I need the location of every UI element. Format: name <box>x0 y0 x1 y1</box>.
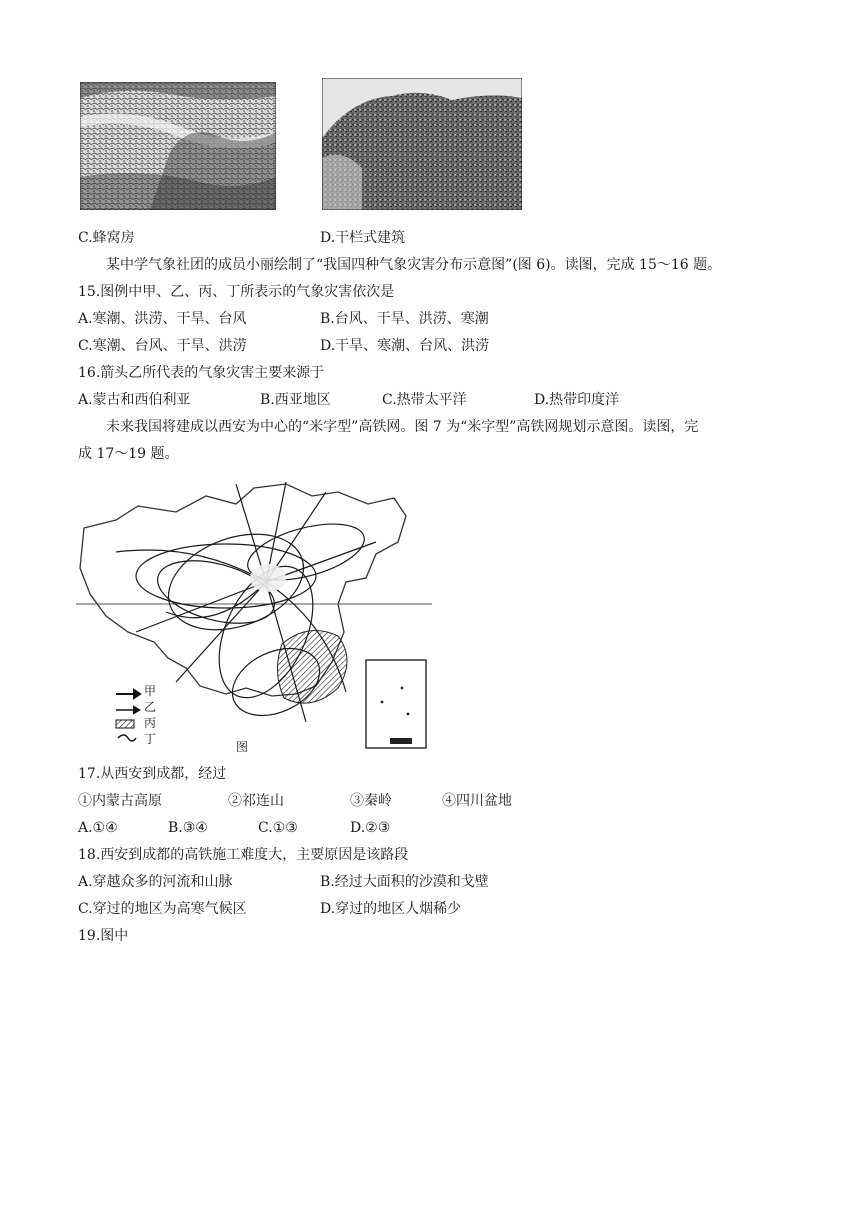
q16-stem: 16.箭头乙所代表的气象灾害主要来源于 <box>78 365 325 381</box>
q17-option-a: A.①④ <box>78 820 118 836</box>
q15-option-b: B.台风、干旱、洪涝、寒潮 <box>320 311 489 327</box>
honeycomb-house-photo <box>80 82 276 210</box>
q18-option-a: A.穿越众多的河流和山脉 <box>78 874 233 890</box>
legend-label-yi: 乙 <box>144 700 157 714</box>
intro-paragraph-2-line1: 未来我国将建成以西安为中心的“米字型”高铁网。图 7 为“米字型”高铁网规划示意图。读图，完 <box>106 419 699 435</box>
legend-label-jia: 甲 <box>144 684 157 698</box>
legend-label-ding: 丁 <box>144 732 157 746</box>
q17-item-2: ②祁连山 <box>228 793 284 809</box>
q17-option-b: B.③④ <box>168 820 208 836</box>
q18-option-d: D.穿过的地区人烟稀少 <box>320 901 462 917</box>
q18-stem: 18.西安到成都的高铁施工难度大，主要原因是该路段 <box>78 847 409 863</box>
q15-option-c: C.寒潮、台风、干旱、洪涝 <box>78 338 247 354</box>
q16-option-c: C.热带太平洋 <box>382 392 467 408</box>
q17-item-3: ③秦岭 <box>350 793 392 809</box>
q16-option-d: D.热带印度洋 <box>534 392 620 408</box>
stilt-building-photo <box>322 78 522 210</box>
q17-item-1: ①内蒙古高原 <box>78 793 162 809</box>
q14-option-c: C.蜂窝房 <box>78 230 135 246</box>
q18-option-b: B.经过大面积的沙漠和戈壁 <box>320 874 489 890</box>
q16-option-b: B.西亚地区 <box>260 392 331 408</box>
q17-option-d: D.②③ <box>350 820 391 836</box>
q17-option-c: C.①③ <box>258 820 298 836</box>
q18-option-c: C.穿过的地区为高寒气候区 <box>78 901 247 917</box>
q17-stem: 17.从西安到成都，经过 <box>78 766 227 782</box>
legend-label-bing: 丙 <box>144 716 157 730</box>
q15-stem: 15.图例中甲、乙、丙、丁所表示的气象灾害依次是 <box>78 284 395 300</box>
q14-option-d: D.干栏式建筑 <box>320 230 406 246</box>
q15-option-a: A.寒潮、洪涝、干旱、台风 <box>78 311 247 327</box>
q19-stem: 19.图中 <box>78 928 129 944</box>
map-caption: 图 <box>236 740 249 754</box>
q16-option-a: A.蒙古和西伯利亚 <box>78 392 191 408</box>
china-disaster-map <box>76 482 432 754</box>
q15-option-d: D.干旱、寒潮、台风、洪涝 <box>320 338 490 354</box>
intro-paragraph-1: 某中学气象社团的成员小丽绘制了“我国四种气象灾害分布示意图”(图 6)。读图，完成 15～16 题。 <box>106 257 722 273</box>
intro-paragraph-2-line2: 成 17～19 题。 <box>78 446 179 462</box>
q17-item-4: ④四川盆地 <box>442 793 512 809</box>
